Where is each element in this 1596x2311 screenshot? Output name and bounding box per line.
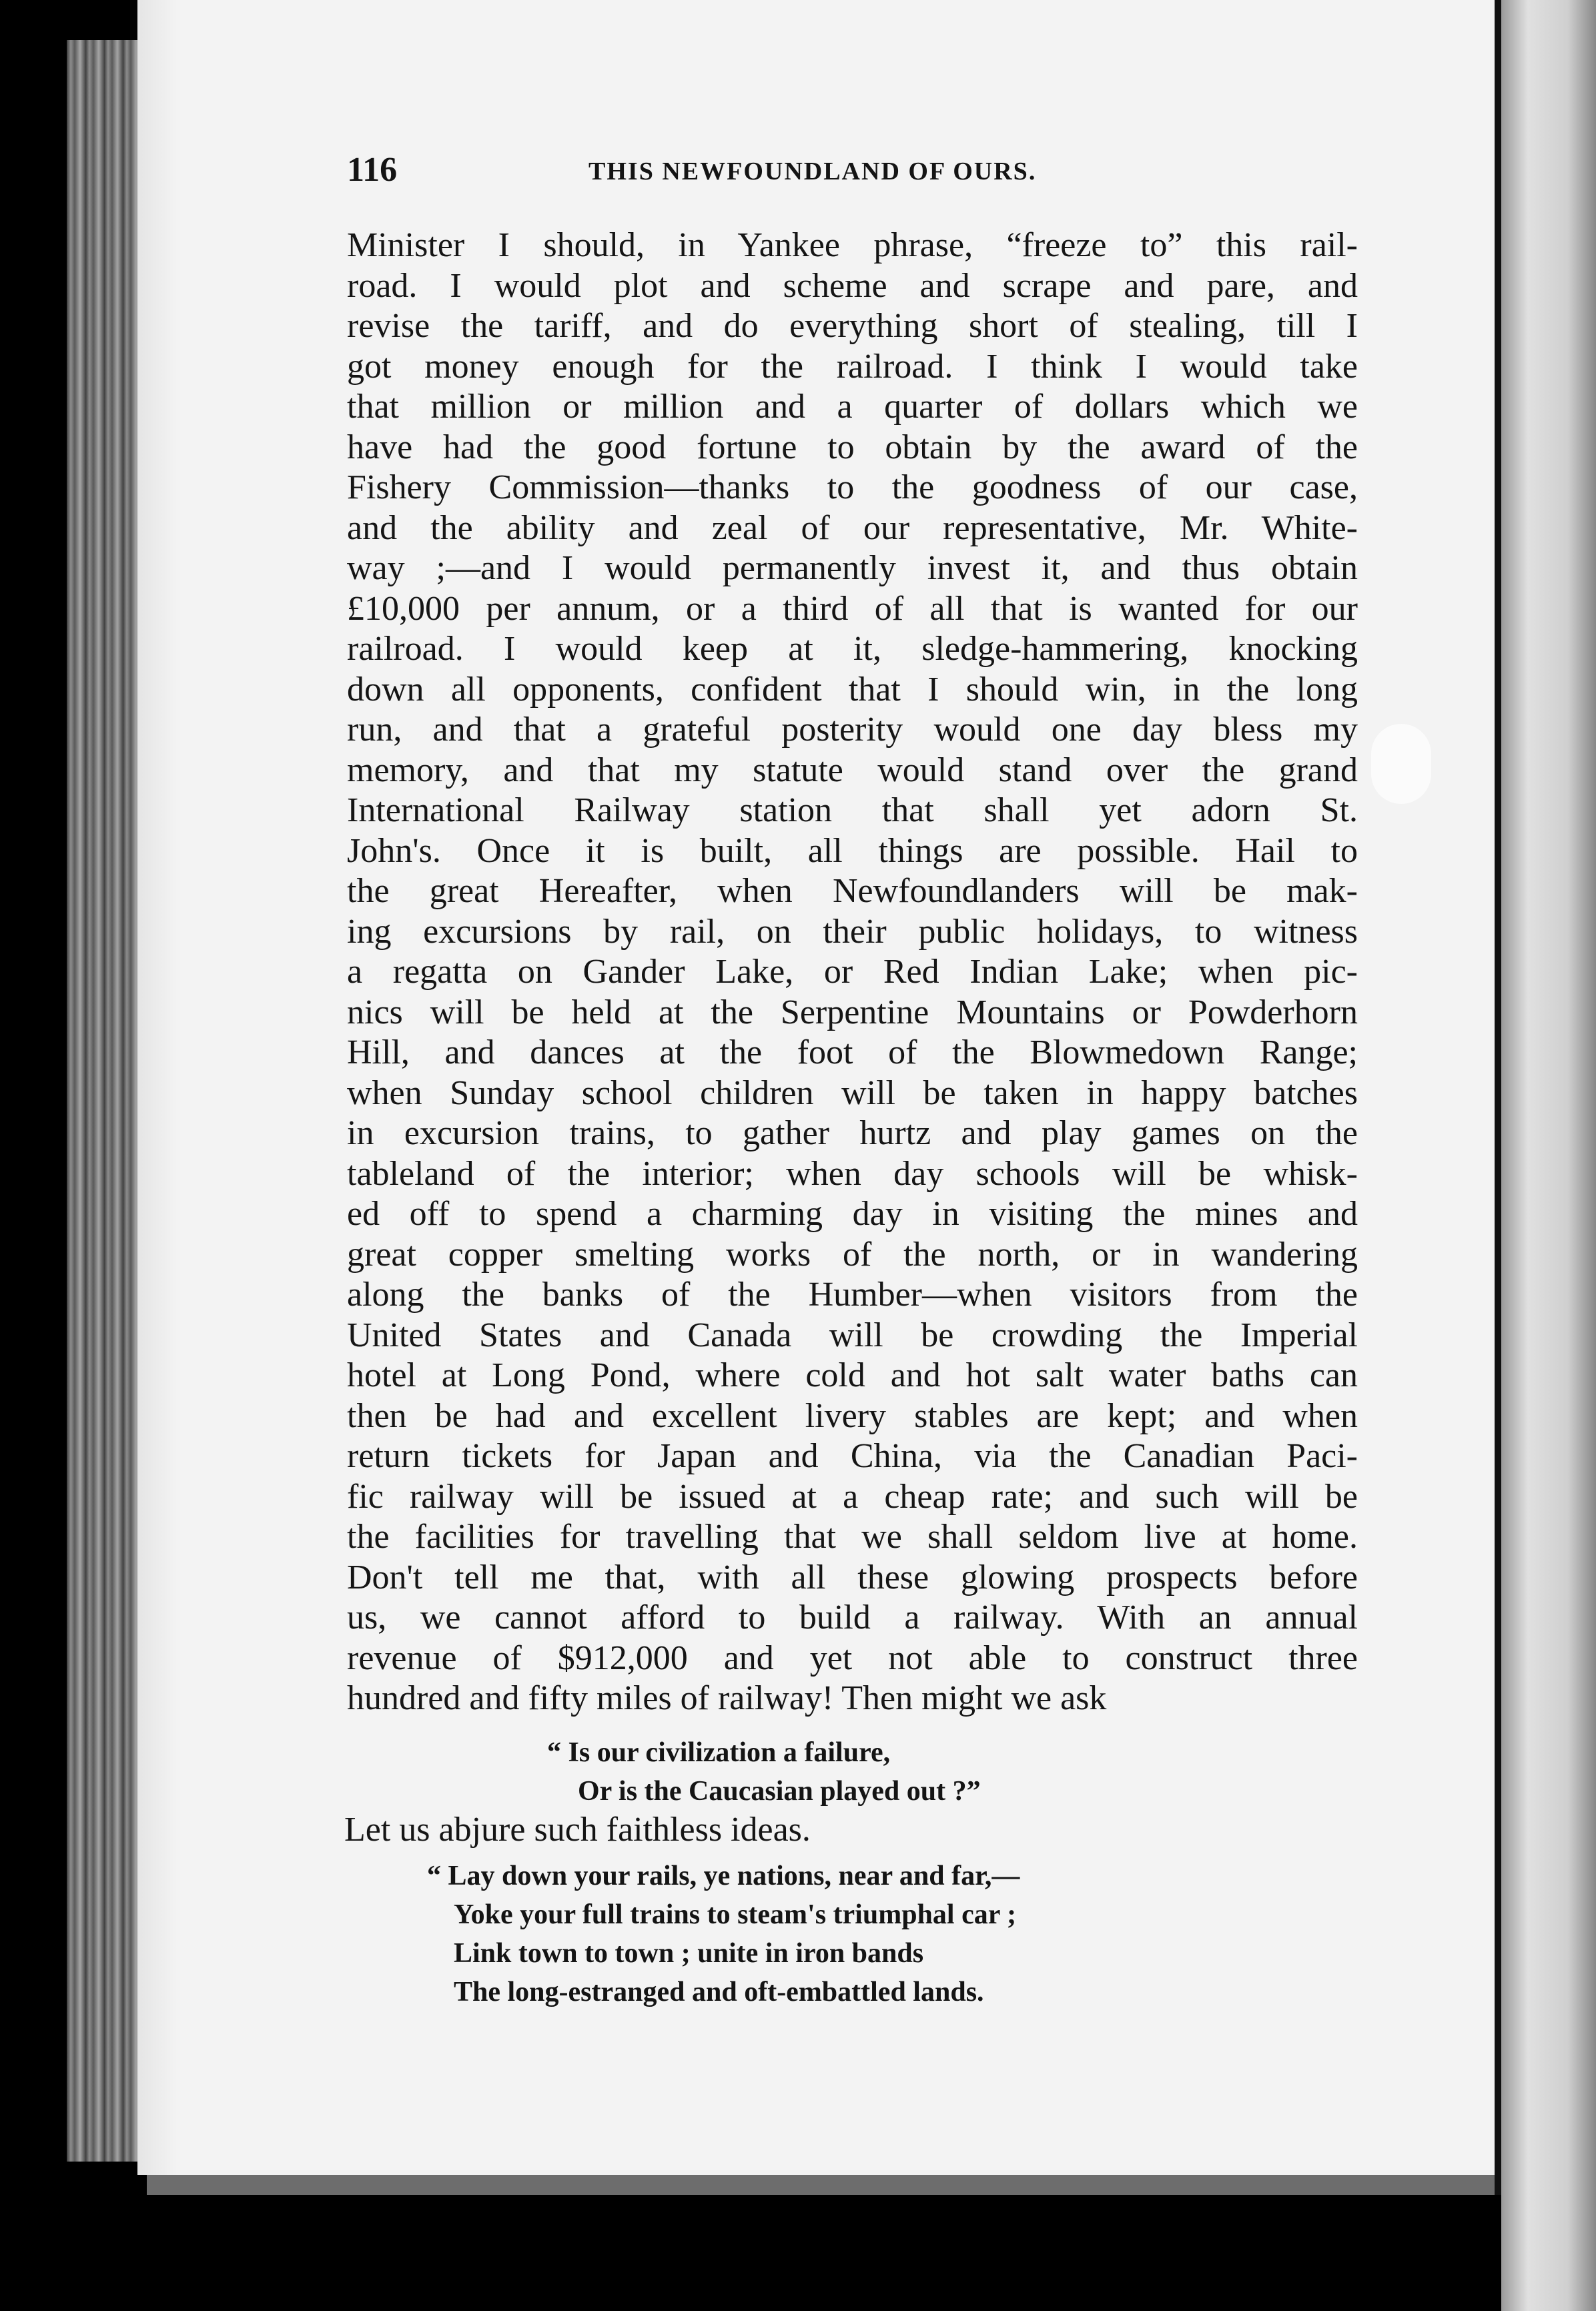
text-line: got money enough for the railroad. I think I would take [347, 347, 1358, 386]
text-line: in excursion trains, to gather hurtz and play games on the [347, 1114, 1358, 1152]
text-line: a regatta on Gander Lake, or Red Indian Lake; when pic- [347, 953, 1358, 991]
text-line: then be had and excellent livery stables are kept; and when [347, 1396, 1358, 1435]
body-paragraph [347, 225, 1358, 1719]
text-line: road. I would plot and scheme and scrape and pare, and [347, 266, 1358, 305]
text-line: International Railway station that shall yet adorn St. [347, 791, 1358, 829]
text-line: when Sunday school children will be taken in happy batches [347, 1073, 1358, 1112]
text-line: revise the tariff, and do everything short of stealing, till I [347, 307, 1358, 345]
text-line: Fishery Commission—thanks to the goodness of our case, [347, 468, 1358, 506]
page-number: 116 [347, 151, 398, 189]
paper-blemish [1371, 724, 1431, 804]
verse-line: “ Is our civilization a failure, [547, 1737, 891, 1768]
text-line: £10,000 per annum, or a third of all that is wanted for our [347, 589, 1358, 628]
text-line: and the ability and zeal of our representative, Mr. White- [347, 508, 1358, 547]
text-line: that million or million and a quarter of dollars which we [347, 388, 1358, 426]
text-line: hotel at Long Pond, where cold and hot salt water baths can [347, 1356, 1358, 1394]
text-line: railroad. I would keep at it, sledge-hammering, knocking [347, 630, 1358, 668]
running-title: THIS NEWFOUNDLAND OF OURS. [588, 157, 1037, 185]
facing-page-edge [1501, 0, 1596, 2311]
book-gutter [67, 40, 140, 2162]
text-line: run, and that a grateful posterity would one day bless my [347, 711, 1358, 749]
text-line: hundred and fifty miles of railway! Then might we ask [347, 1679, 1107, 1717]
verse-line: Link town to town ; unite in iron bands [454, 1938, 924, 1969]
text-line: United States and Canada will be crowding the Imperial [347, 1316, 1358, 1354]
text-line: great copper smelting works of the north, or in wandering [347, 1235, 1358, 1274]
text-line: down all opponents, confident that I should win, in the long [347, 670, 1358, 709]
verse-line: Yoke your full trains to steam's triumphal car ; [454, 1899, 1017, 1930]
verse-quotation-two [427, 1857, 1020, 2011]
text-line: us, we cannot afford to build a railway. With an annual [347, 1598, 1358, 1637]
text-line: the facilities for travelling that we shall seldom live at home. [347, 1518, 1358, 1556]
page-header [347, 150, 1334, 197]
text-line: Minister I should, in Yankee phrase, “freeze to” this rail- [347, 226, 1358, 264]
text-line: fic railway will be issued at a cheap rate; and such will be [347, 1477, 1358, 1516]
page-edge-shadow [1495, 0, 1501, 2195]
text-line: return tickets for Japan and China, via the Canadian Paci- [347, 1437, 1358, 1475]
text-line: have had the good fortune to obtain by the award of the [347, 428, 1358, 466]
text-line: ed off to spend a charming day in visiting the mines and [347, 1195, 1358, 1233]
text-line: ing excursions by rail, on their public holidays, to witness [347, 912, 1358, 951]
verse-line: The long-estranged and oft-embattled lands. [454, 1977, 984, 2007]
text-line: John's. Once it is built, all things are possible. Hail to [347, 831, 1358, 870]
closing-sentence: Let us abjure such faithless ideas. [344, 1811, 811, 1849]
text-line: the great Hereafter, when Newfoundlanders will be mak- [347, 872, 1358, 910]
text-line: Hill, and dances at the foot of the Blowmedown Range; [347, 1033, 1358, 1071]
verse-line: “ Lay down your rails, ye nations, near and far,— [427, 1861, 1020, 1891]
text-line: Don't tell me that, with all these glowing prospects before [347, 1558, 1358, 1596]
text-line: memory, and that my statute would stand over the grand [347, 751, 1358, 789]
verse-quotation-one [547, 1733, 981, 1811]
verse-line: Or is the Caucasian played out ?” [578, 1776, 981, 1807]
text-line: tableland of the interior; when day schools will be whisk- [347, 1154, 1358, 1193]
text-line: revenue of $912,000 and yet not able to construct three [347, 1639, 1358, 1677]
text-line: nics will be held at the Serpentine Mountains or Powderhorn [347, 993, 1358, 1031]
text-line: along the banks of the Humber—when visitors from the [347, 1276, 1358, 1314]
text-line: way ;—and I would permanently invest it, and thus obtain [347, 549, 1358, 587]
